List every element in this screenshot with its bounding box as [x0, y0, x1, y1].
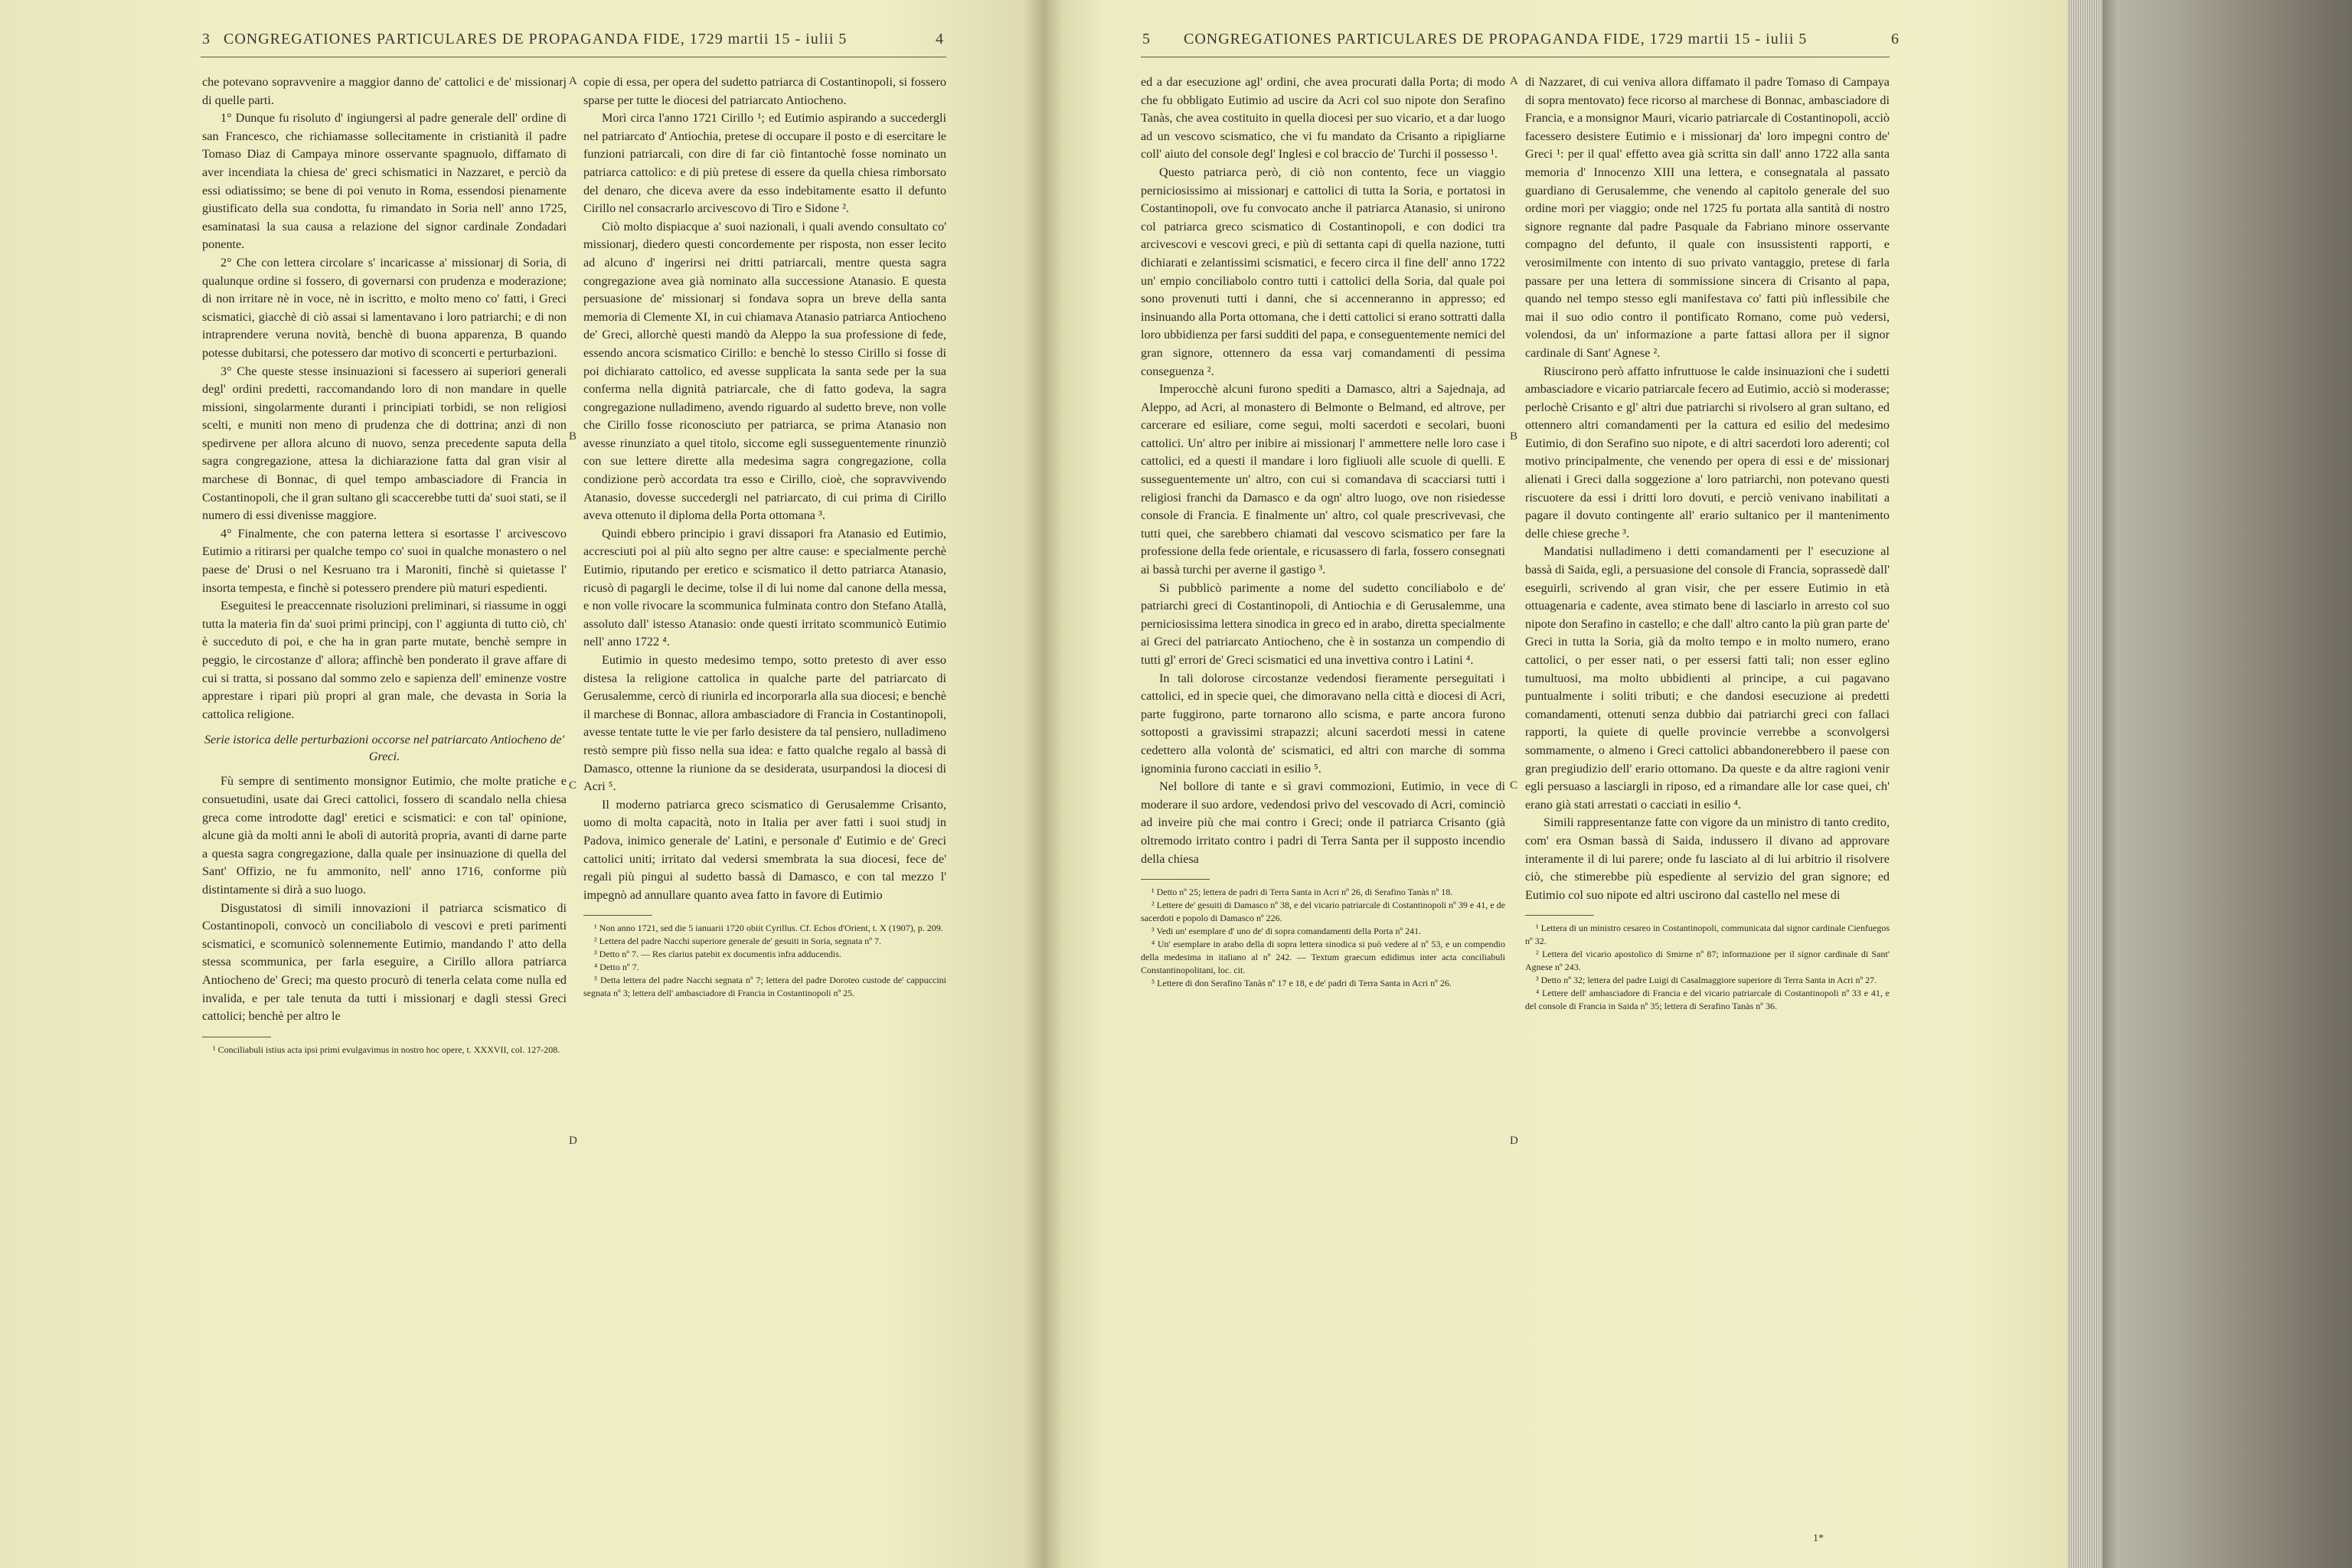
- col6-para: di Nazzaret, di cui veniva allora diffamato il padre Tomaso di Campaya di sopra mentovato) fece ricorso al marchese di Bonnac, ambasciadore di Francia, e a monsignor Mauri, vicario patriarcale di Costantinopoli, acciò facessero desistere Eutimio e i missionarj da' loro impegni contro de' Greci ¹: per il qual' effetto avea già scritta sin dall' anno 1722 alla santa memoria d' Innocenzo XIII una lettera, e consegnatala al passato guardiano di Gerusalemme, che venendo al capitolo generale del suo ordine morì per viaggio; onde nel 1725 fu portata alla santità di nostro signore regnante dal padre Pasquale da Fabriano minore osservante compagno del defunto, il quale con insussistenti rapporti, e verosimilmente con intento di suo privato vantaggio, pretese di farla passare per una lettera di sommissione sincera di Crisanto al papa, quando nel tempo stesso egli manifestava co' fatti più inflessibile che mai il suo odio contro il pontificato Romano, come può vedersi, volendosi, da un' informazione a parte fattasi allora per il signor cardinale di Sant' Agnese ².: [1525, 75, 1890, 360]
- col4-para: Eutimio in questo medesimo tempo, sotto pretesto di aver esso distesa la religione cattolica in qualche parte del patriarcato di Gerusalemme, cercò di riunirla ed incorporarla alla sua diocesi; e benchè il marchese di Bonnac, allora ambasciadore di Francia in Costantinopoli, avesse tentate tutte le vie per farlo desistere da tal pensiero, nulladimeno restò sempre più fisso nella sua idea: e fatto qualche regalo al bassà di Damasco, ottenne la riunione da se desiderata, usurpandosi la diocesi di Acri ⁵.: [583, 653, 946, 794]
- footnote-rule: [583, 915, 652, 916]
- page-number-3: 3: [202, 31, 211, 47]
- col3-para: Disgustatosi di simili innovazioni il patriarca scismatico di Costantinopoli, convocò un conciliabolo di vescovi e preti parimenti scismatici, e scomunicò solennemente Eutimio, mandando l' atto della stessa scommunica, per farla eseguire, a Cirillo allora patriarca Antiocheno de' Greci; ma questo procurò di tenerla celata come nulla ed invalida, e per tale tenuta da tutti i missionarj e dagli stessi Greci cattolici; benchè per altro le: [202, 900, 567, 1024]
- section-heading: Serie istorica delle perturbazioni occorse nel patriarcato Antiocheno de' Greci.: [204, 733, 565, 764]
- footnote: ⁴ Lettere dell' ambasciadore di Francia e del vicario patriarcale di Costantinopoli nº 33 e 41, e del console di Francia in Saida nº 35; lettera di Serafino Tanàs nº 36.: [1525, 988, 1890, 1012]
- margin-letter-c-right: C: [1510, 779, 1518, 792]
- page-stack-edge: [2067, 0, 2107, 1568]
- col4-para: Morì circa l'anno 1721 Cirillo ¹; ed Eutimio aspirando a succedergli nel patriarcato d' Antiochia, pretese di occupare il posto e di esercitare le funzioni patriarcali, con dire di far ciò fintantochè fosse nominato un patriarca cattolico: e di più pretese di essere da quella chiesa rimborsato del denaro, che diceva avere da esso indebitamente esatto il defunto Cirillo nel consacrarlo arcivescovo di Tiro e Sidone ².: [583, 111, 946, 216]
- footnotes-page-5: [1141, 886, 1505, 990]
- footnotes-page-6: [1525, 922, 1890, 1013]
- book-gutter: [1023, 0, 1063, 1568]
- col6-para: Riuscirono però affatto infruttuose le calde insinuazioni che i sudetti ambasciadore e vicario patriarcale fecero ad Eutimio, acciò si moderasse; perlochè Crisanto e gl' altri due patriarchi si rivolsero al gran sultano, ed ottennero altri comandamenti per la cattura ed esilio del medesimo Eutimio, di don Serafino suo nipote, e di altri sacerdoti loro aderenti; col motivo principalmente, che venendo per opera di essi e de' missionarj alienati i Greci dalla soggezione a' loro patriarchi, non potevano questi riscuotere da essi i dritti loro dovuti, e perciò venivano inabilitati a pagare il dovuto contingente all' erario sultanico per il mantenimento delle chiese greche ³.: [1525, 364, 1890, 541]
- footnote-rule: [1141, 879, 1210, 880]
- footnote: ¹ Detto nº 25; lettera de padri di Terra Santa in Acri nº 26, di Serafino Tanàs nº 18.: [1152, 887, 1453, 898]
- footnote: ⁵ Lettere di don Serafino Tanàs nº 17 e 18, e de' padri di Terra Santa in Acri nº 26.: [1152, 978, 1452, 989]
- footnote: ³ Detto nº 32; lettera del padre Luigi di Casalmaggiore superiore di Terra Santa in Acri nº 27.: [1536, 975, 1877, 986]
- signature-mark: 1*: [1813, 1533, 1824, 1544]
- footnote: ¹ Non anno 1721, sed die 5 ianuarii 1720 obiit Cyrillus. Cf. Echos d'Orient, t. X (1907), p. 209.: [594, 923, 943, 934]
- col5-para: Nel bollore di tante e sì gravi commozioni, Eutimio, in vece di moderare il suo ardore, vedendosi privo del vescovado di Acri, cominciò ad inveire più che mai contro i Greci; onde il patriarca Crisanto (già oltremodo irritato contro i padri di Terra Santa per il supposto incendio della chiesa: [1141, 779, 1505, 866]
- col4-para: Il moderno patriarca greco scismatico di Gerusalemme Crisanto, uomo di molta capacità, noto in Italia per aver fatti i suoi studj in Padova, inimico generale de' Latini, e personale d' Eutimio e de' Greci cattolici uniti; irritato dal vedersi smembrata la sua diocesi, fece de' regali più pingui al sudetto bassà di Damasco, e con tal mezzo l' impegnò ad annullare quanto avea fatto in favore di Eutimio: [583, 797, 946, 902]
- footnotes-page-4: [583, 922, 946, 1000]
- margin-letter-a-right: A: [1510, 75, 1518, 87]
- page-number-5: 5: [1142, 31, 1151, 47]
- col5-para: Questo patriarca però, di ciò non contento, fece un viaggio perniciosissimo ai missionarj e cattolici di tutta la Soria, e portatosi in Costantinopoli, ove fu convocato anche il patriarca Atanasio, si unirono col patriarca greco scismatico di Costantinopoli, e con dodici tra arcivescovi e vescovi greci, e più di settanta capi di quella nazione, tutti dichiarati e zelantissimi scismatici, e fecero circa il fine dell' anno 1722 un' empio conciliabolo contro tutti i cattolici della Soria, dal quale poi sono provenuti tutti i danni, che si accenneranno in appresso; ed insinuando alla Porta ottomana, che i detti cattolici si erano sottratti dalla loro ubbidienza per farsi sudditi del papa, e conseguentemente nemici del gran signore, ottennero da essa varj comandamenti di pessima conseguenza ².: [1141, 165, 1506, 378]
- page-number-6: 6: [1891, 31, 1900, 47]
- margin-letter-c: C: [569, 779, 577, 792]
- running-title-left: CONGREGATIONES PARTICULARES DE PROPAGANDA FIDE, 1729 martii 15 - iulii 5: [224, 31, 848, 47]
- column-page-3: [202, 74, 567, 1057]
- col4-para: Ciò molto dispiacque a' suoi nazionali, i quali avendo consultato co' missionarj, diedero questi concordemente per risposta, non esser lecito ad alcuno d' ingerirsi nei dritti patriarcali, mentre questa sagra congregazione avea già nominato alla successione Atanasio. E questa persuasione de' missionarj si fondava sopra un breve della santa memoria di Clemente XI, in cui chiamava Atanasio patriarca Antiocheno de' Greci, allorchè questi mandò da Aleppo la sua professione di fede, essendo ancora scismatico Cirillo: e benchè lo stesso Cirillo si fosse di poi dichiarato cattolico, ed avesse supplicata la santa sede per la sua conferma nella dignità patriarcale, che di fatto godeva, la sagra congregazione nulladimeno, avendo riguardo al sudetto breve, non volle che Cirillo fosse riconosciuto per patriarca, se prima Atanasio non avesse rinunziato a quel titolo, siccome egli susseguentemente rinunziò con sue lettere dirette alla medesima sagra congregazione, colla condizione però accordata tra esso e Cirillo, cioè, che sopravvivendo Atanasio, dovesse succedergli nel patriarcato, di cui prima di Cirillo aveva ottenuto il diploma della Porta ottomana ³.: [583, 219, 946, 523]
- col5-para: In tali dolorose circostanze vedendosi fieramente perseguitati i cattolici, ed in specie quei, che dimoravano nella città e diocesi di Acri, parte fuggirono, parte tornarono allo scisma, e parte ancora furono sottoposti a gravissimi strapazzi; alcuni sacerdoti messi in catene cedettero alla volontà de' scismatici, ed altri con marche di somma ignominia furono cacciati in esilio ⁵.: [1141, 671, 1505, 776]
- col4-para: copie di essa, per opera del sudetto patriarca di Costantinopoli, si fossero sparse per tutte le diocesi del patriarcato Antiocheno.: [583, 75, 946, 107]
- running-title-right: CONGREGATIONES PARTICULARES DE PROPAGANDA FIDE, 1729 martii 15 - iulii 5: [1184, 31, 1808, 47]
- footnote: ⁴ Detto nº 7.: [594, 962, 639, 973]
- col4-para: Quindi ebbero principio i gravi dissapori fra Atanasio ed Eutimio, accresciuti poi al più alto segno per altre cause: e specialmente perchè Eutimio, riputando per eretico e scismatico il detto patriarca Atanasio, ricusò di pagargli le decime, tolse il di lui nome dal canone della messa, e non volle rivocare la scommunica fulminata contro don Stefano Atallà, assoluto dall' istesso Atanasio: onde questi irritato scommunicò Eutimio nell' anno 1722 ⁴.: [583, 526, 946, 649]
- footnote: ¹ Lettera di un ministro cesareo in Costantinopoli, communicata dal signor cardinale Cienfuegos nº 32.: [1525, 923, 1890, 947]
- footnote: ³ Vedi un' esemplare d' uno de' di sopra comandamenti della Porta nº 241.: [1152, 926, 1422, 937]
- book-cover-edge: [2102, 0, 2352, 1568]
- col3-para: Eseguitesi le preaccennate risoluzioni preliminari, si riassume in oggi tutta la materia fin da' suoi primi principj, con l' aggiunta di tutto ciò, ch' è succeduto di poi, e che ha in gran parte mutate, benchè sempre in peggio, le circostanze d' allora; affinchè ben ponderato il grave affare di cui si tratta, si possano dal sommo zelo e sapienza dell' eminenze vostre apprestare i ripari più propri al gran male, che devasta in Soria la cattolica religione.: [202, 599, 567, 721]
- margin-letter-d-right: D: [1510, 1135, 1518, 1147]
- running-head-right: [1043, 31, 2067, 54]
- footnote-rule: [1525, 915, 1594, 916]
- col6-para: Simili rappresentanze fatte con vigore da un ministro di tanto credito, com' era Osman bassà di Saida, indussero il divano ad approvare interamente il di lui parere; onde fu lasciato al di lui arbitrio il risolvere ciò, che stimerebbe più espediente al servizio del gran signore; ed Eutimio col suo nipote ed altri uscirono dal castello nel mese di: [1525, 815, 1890, 902]
- col6-para: Mandatisi nulladimeno i detti comandamenti per l' esecuzione al bassà di Saida, egli, a persuasione del console di Francia, soprassedè dall' eseguirli, scrivendo al gran visir, che per essere Eutimio in età ottuagenaria e cadente, avea stimato bene di lasciarlo in arresto col suo nipote don Serafino in castello; e che dall' altro canto la più gran parte de' Greci in tutta la Soria, già da molto tempo e in molto numero, erano cattolici, o per esser nati, o per essersi fatti tali; non esser eglino tumultuosi, ma molto ubbidienti al principe, a cui pagavano puntualmente i soliti tributi; e che dandosi esecuzione ai predetti comandamenti, ottenuti senza dubbio dai patriarchi greci con fallaci rapporti, la quiete di quelle provincie verrebbe a sconvolgersi sommamente, o almeno i Greci cattolici abbandonerebbero il paese con gran pregiudizio dell' erario ottomano. Da queste e da altre ragioni venir egli persuaso a lasciargli in riposo, ed a rimandare alle lor case quei, ch' erano già stati arrestati o cacciati in esilio ⁴.: [1525, 544, 1890, 812]
- margin-letter-b-right: B: [1510, 430, 1518, 443]
- column-page-4: [583, 74, 946, 1000]
- footnote: ² Lettera del vicario apostolico di Smirne nº 87; informazione per il signor cardinale di Sant' Agnese nº 243.: [1525, 949, 1890, 973]
- running-head-left: [0, 31, 1043, 54]
- column-page-6: [1525, 74, 1890, 1013]
- footnote: ⁵ Detta lettera del padre Nacchi segnata nº 7; lettera del padre Doroteo custode de' cappuccini segnata nº 3; lettera dell' ambasciadore di Francia in Costantinopoli nº 25.: [583, 975, 946, 999]
- column-page-5: [1141, 74, 1505, 990]
- col3-para: 3° Che queste stesse insinuazioni si facessero ai superiori generali degl' ordini predetti, raccomandando loro di non mandare in quelle missioni, singolarmente duranti i principiati torbidi, se non religiosi scelti, e muniti non meno di prudenza che di dottrina; anzi di non spedirvene per allora alcuno di nuovo, senza precedente saputa della sagra congregazione, attesa la dichiarazione fatta dal gran visir al marchese di Bonnac, di quel tempo ambasciadore di Francia in Costantinopoli, che il gran sultano gli scaccerebbe tutti da' suoi stati, se il numero di essi divenisse maggiore.: [202, 364, 567, 523]
- footnote: ³ Detto nº 7. — Res clarius patebit ex documentis infra adducendis.: [594, 949, 841, 960]
- margin-letter-a: A: [569, 75, 577, 87]
- col3-para: che potevano sopravvenire a maggior danno de' cattolici e de' missionarj di quelle parti.: [202, 75, 567, 107]
- col3-para: Fù sempre di sentimento monsignor Eutimio, che molte pratiche e consuetudini, usate dai Greci cattolici, fossero di scandalo nella chiesa greca come introdotte dagl' eretici e scismatici: e con tal' opinione, alcune già da molti anni le abolì di autorità propria, avanti di darne parte a questa sagra congregazione, dalla quale per insinuazione di quella del Sant' Offizio, ne fu ammonito, nell' anno 1716, conforme più distintamente si dirà a suo luogo.: [202, 774, 567, 897]
- col5-para: Imperocchè alcuni furono spediti a Damasco, altri a Sajednaja, ad Aleppo, ad Acri, al monastero di Belmonte o Belmand, ed altrove, per carcerare ed esiliare, come segui, molti sacerdoti e secolari, buoni cattolici. Un' altro per inibire ai missionarj l' ammettere nelle loro case i cattolici, ed a questi il mandare i loro figliuoli alle scuole di quelli. E susseguentemente un' altro, con cui si comandava di scacciarsi tutti i religiosi franchi da Damasco e da ogn' altro luogo, ove non risiedesse console di Francia. E finalmente un' altro, col quale prescrivevasi, che tutti quei, che sarebbero chiamati dal vescovo scismatico per fare la professione della fede orientale, e ricusassero di farla, fossero consegnati ai bassà turchi per averne il gastigo ³.: [1141, 382, 1505, 577]
- col5-para: ed a dar esecuzione agl' ordini, che avea procurati dalla Porta; di modo che fu obbligato Eutimio ad uscire da Acri col suo nipote don Serafino Tanàs, che avea costituito in quella diocesi per suo vicario, et a dar luogo ad un vescovo scismatico, che vi fu mandato da Crisanto a ripigliarne coll' aiuto del console degl' Inglesi e col braccio de' Turchi il possesso ¹.: [1141, 75, 1505, 162]
- col3-para: 4° Finalmente, che con paterna lettera si esortasse l' arcivescovo Eutimio a ritirarsi per qualche tempo co' suoi in qualche monastero o nel paese de' Drusi o nel Kesruano tra i Maroniti, finchè si quietasse l' insorta tempesta, e finchè si potessero prendere più maturi espedienti.: [202, 526, 567, 595]
- footnote: ² Lettere de' gesuiti di Damasco nº 38, e del vicario patriarcale di Costantinopoli nº 39 e 41, e de sacerdoti e popolo di Damasco nº 226.: [1141, 900, 1505, 924]
- footnotes-page-3: [202, 1044, 567, 1057]
- col3-para: 2° Che con lettera circolare s' incaricasse a' missionarj di Soria, di qualunque ordine si fossero, di governarsi con prudenza e moderazione; di non irritare nè in voce, nè in iscritto, e molto meno co' fatti, i Greci scismatici, giacchè di ciò assai si lamentavano i loro patriarchi; e di non intraprendere veruna novità, benchè di buona apparenza, B quando potesse dubitarsi, che potessero dar motivo di sconcerti e perturbazioni.: [202, 255, 567, 360]
- col3-para: 1° Dunque fu risoluto d' ingiungersi al padre generale dell' ordine di san Francesco, che richiamasse sollecitamente in cristianità il padre Tomaso Diaz di Campaya minore osservante spagnuolo, diffamato di aver incendiata la chiesa de' greci schismatici in Nazzaret, e perciò da essi odiatissimo; se bene di poi venuto in Roma, essendosi pienamente giustificato della sua condotta, fu rimandato in Soria nell' anno 1725, esaminatasi la sua causa a relazione del signor cardinale Zondadari ponente.: [202, 111, 567, 252]
- footnote: ² Lettera del padre Nacchi superiore generale de' gesuiti in Soria, segnata nº 7.: [594, 936, 881, 947]
- footnote: ⁴ Un' esemplare in arabo della di sopra lettera sinodica si può vedere al nº 53, e un compendio della medesima in italiano al nº 242. — Textum graecum edidimus inter acta conciliabuli Constantinopolitani, loc. cit.: [1141, 939, 1505, 976]
- margin-letter-b: B: [569, 430, 577, 443]
- margin-letter-d: D: [569, 1135, 577, 1147]
- col5-para: Si pubblicò parimente a nome del sudetto conciliabolo e de' patriarchi greci di Costantinopoli, di Antiochia e di Gerusalemme, una perniciosissima lettera sinodica in greco ed in arabo, diretta specialmente ai Greci del patriarcato Antiocheno, che è in sostanza un compendio di tutti gl' errori de' Greci scismatici ed una invettiva contro i Latini ⁴.: [1141, 580, 1505, 667]
- page-number-4: 4: [936, 31, 944, 47]
- footnote: ¹ Conciliabuli istius acta ipsi primi evulgavimus in nostro hoc opere, t. XXXVII, col. 127-208.: [213, 1044, 560, 1055]
